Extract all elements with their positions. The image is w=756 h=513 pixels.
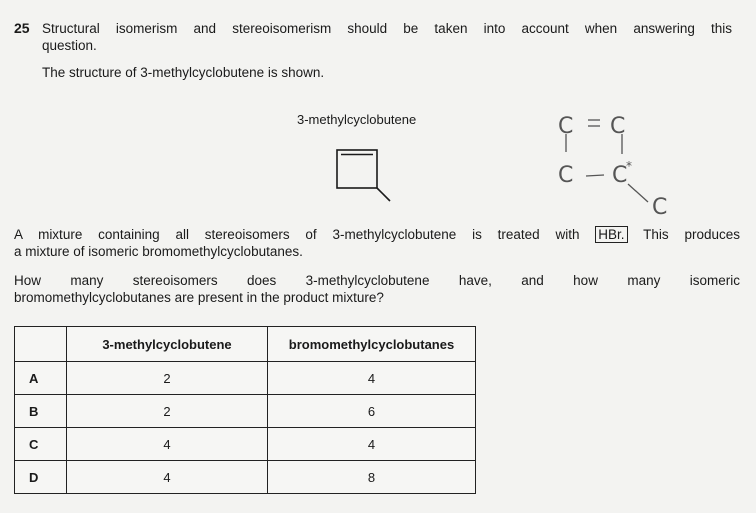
mixture-line-1-post: This produces xyxy=(643,227,740,242)
table-row[interactable] xyxy=(15,395,476,428)
table-header-row xyxy=(15,327,476,362)
handwritten-atom-3: C xyxy=(558,163,574,188)
question-number: 25 xyxy=(14,20,30,36)
stereoisomer-count: 4 xyxy=(67,428,268,461)
intro-line-1: Structural isomerism and stereoisomerism should be taken into account when answering this xyxy=(42,21,732,36)
isomer-count: 6 xyxy=(268,395,476,428)
intro-line-2: question. xyxy=(42,38,97,53)
handwritten-chiral-mark: * xyxy=(626,159,632,173)
table-row[interactable] xyxy=(15,461,476,494)
handwritten-atom-4: C xyxy=(612,163,628,188)
mixture-line-2: a mixture of isomeric bromomethylcyclobutanes. xyxy=(14,244,303,259)
option-label: A xyxy=(15,362,67,395)
structure-statement: The structure of 3-methylcyclobutene is shown. xyxy=(42,65,325,80)
structure-caption: 3-methylcyclobutene xyxy=(297,112,417,127)
handwritten-annotation xyxy=(566,120,648,202)
question-ask xyxy=(14,272,740,306)
header-isomers: bromomethylcyclobutanes xyxy=(268,327,476,362)
reagent-hbr: HBr. xyxy=(595,226,627,243)
option-label: B xyxy=(15,395,67,428)
ask-line-2: bromomethylcyclobutanes are present in the product mixture? xyxy=(14,290,384,305)
stereoisomer-count: 2 xyxy=(67,362,268,395)
isomer-count: 4 xyxy=(268,362,476,395)
isomer-count: 4 xyxy=(268,428,476,461)
cyclobutene-skeletal-diagram xyxy=(337,150,390,201)
handwritten-atom-5: C xyxy=(652,195,668,220)
mixture-statement xyxy=(14,226,740,260)
mixture-line-1-pre: A mixture containing all stereoisomers of 3-methylcyclobutene is treated with xyxy=(14,227,580,242)
option-label: C xyxy=(15,428,67,461)
header-stereoisomers: 3-methylcyclobutene xyxy=(67,327,268,362)
answer-table xyxy=(14,326,476,494)
option-label: D xyxy=(15,461,67,494)
handwritten-atom-2: C xyxy=(610,114,626,139)
stereoisomer-count: 4 xyxy=(67,461,268,494)
ask-line-1: How many stereoisomers does 3-methylcyclobutene have, and how many isomeric xyxy=(14,273,740,288)
table-row[interactable] xyxy=(15,362,476,395)
header-option xyxy=(15,327,67,362)
mixture-line-1 xyxy=(14,226,740,243)
stereoisomer-count: 2 xyxy=(67,395,268,428)
table-row[interactable] xyxy=(15,428,476,461)
handwritten-atom-1: C xyxy=(558,114,574,139)
isomer-count: 8 xyxy=(268,461,476,494)
